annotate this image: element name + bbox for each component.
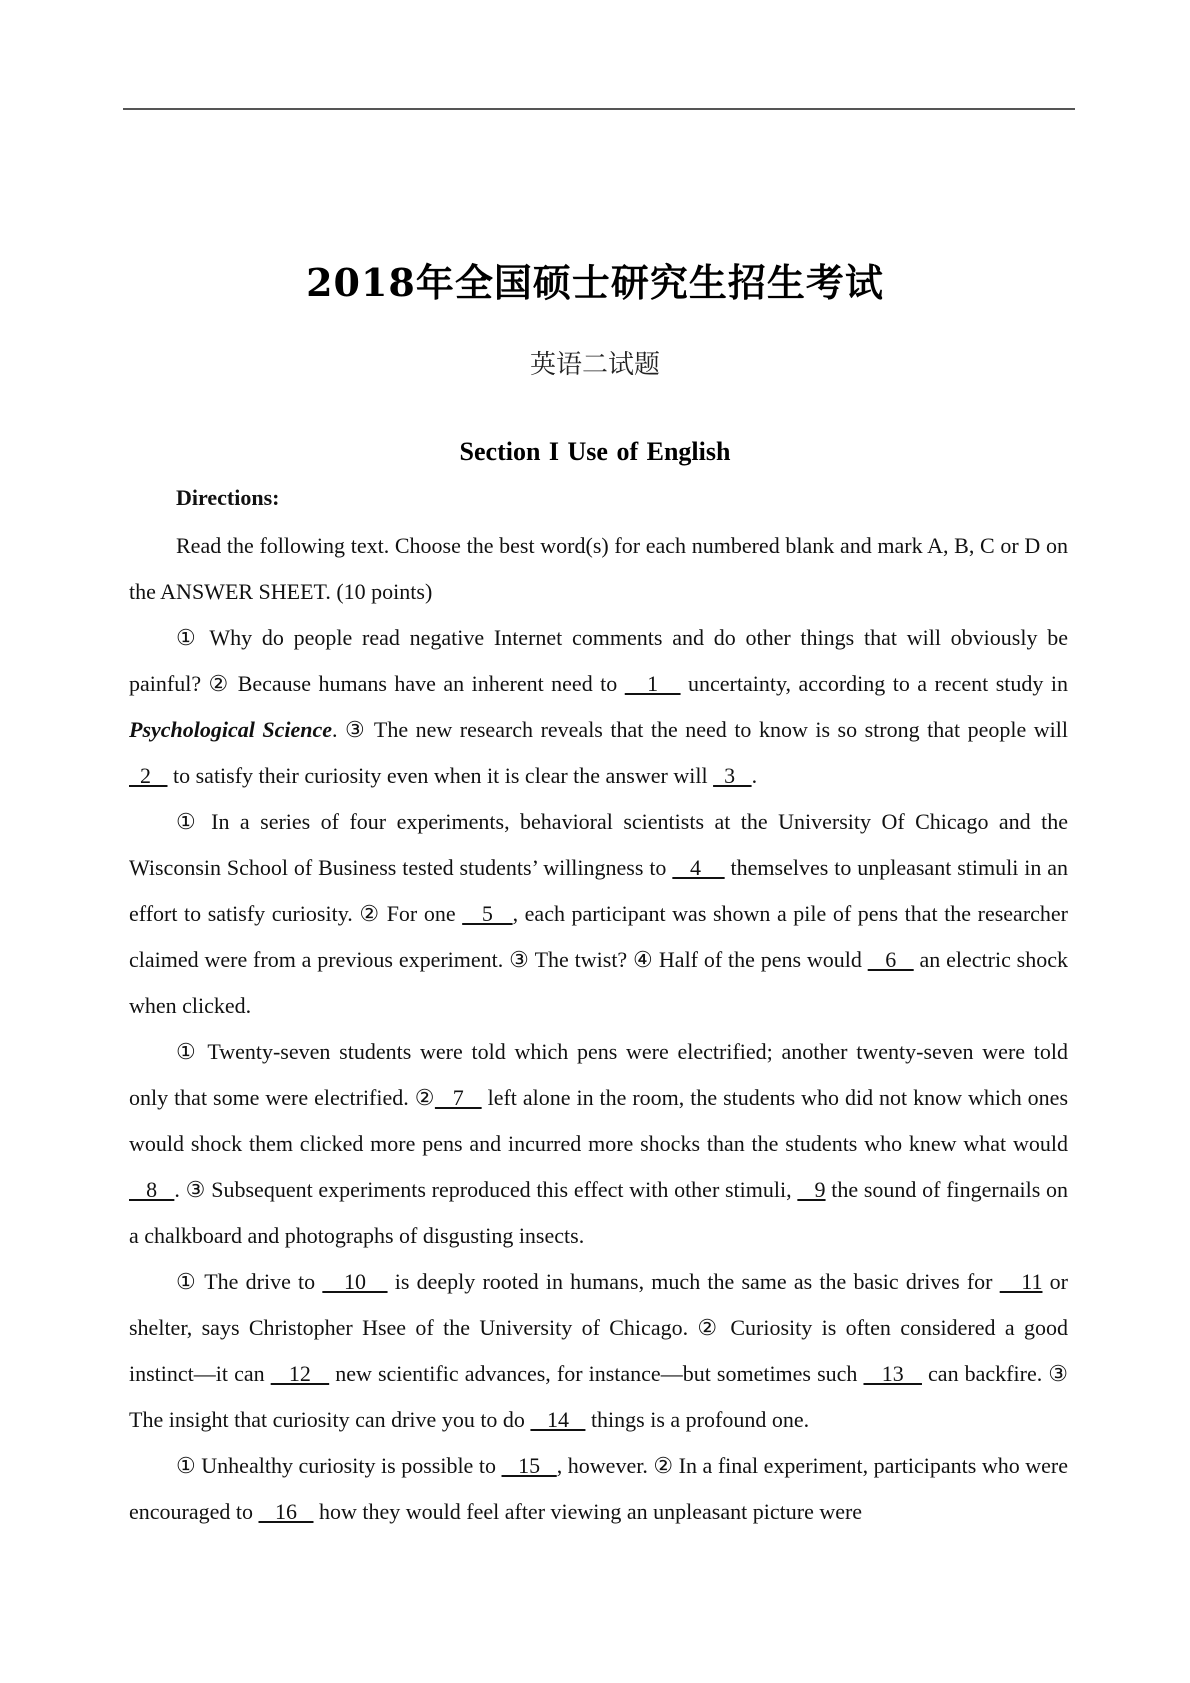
text: the sound of fingernails on a chalkboard and photographs of disgusting insects. <box>129 1177 1069 1248</box>
blank-14: 14 <box>530 1407 586 1432</box>
passage-body <box>129 523 1068 1535</box>
blank-7: 7 <box>434 1085 482 1110</box>
text: ① Twenty-seven students were told which pens were electrified; another twenty-seven were told only that some were electrified. ② <box>129 1039 1068 1110</box>
text: ① In a series of four experiments, behavioral scientists at the University Of Chicago and the Wisconsin School of Business tested students’ willingness to <box>129 809 1068 880</box>
text: can backfire. ③ The insight that curiosity can drive you to do <box>129 1361 1069 1432</box>
blank-12: 12 <box>270 1361 330 1386</box>
text: , each participant was shown a pile of pens that the researcher claimed were from a previous experiment. ③ The twist? ④ Half of the pens would <box>129 901 1069 972</box>
text: , however. ② In a final experiment, participants who were encouraged to <box>129 1453 1068 1524</box>
header-rule <box>123 108 1075 110</box>
text: ① The drive to <box>176 1269 323 1294</box>
text: is deeply rooted in humans, much the same as the basic drives for <box>387 1269 1000 1294</box>
blank-15: 15 <box>501 1453 557 1478</box>
text: . ③ The new research reveals that the need to know is so strong that people will <box>332 717 1069 742</box>
blank-3: 3 <box>713 763 752 788</box>
directions-label: Directions: <box>176 485 280 510</box>
paragraph-5 <box>129 1443 1068 1535</box>
text: ① Unhealthy curiosity is possible to <box>176 1453 502 1478</box>
text: or shelter, says Christopher Hsee of the University of Chicago. ② Curiosity is often considered a good instinct—it can <box>129 1269 1069 1386</box>
paragraph-2 <box>129 799 1068 1029</box>
text: ① Why do people read negative Internet comments and do other things that will obviously be painful? ② Because humans have an inherent need to <box>129 625 1068 696</box>
paragraph-4 <box>129 1259 1068 1443</box>
text: to satisfy their curiosity even when it is clear the answer will <box>167 763 714 788</box>
text: left alone in the room, the students who did not know which ones would shock them clicked more pens and incurred more shocks than the students who knew what would <box>129 1085 1069 1156</box>
section-heading: Section I Use of English <box>459 437 731 466</box>
text: an electric shock when clicked. <box>129 947 1069 1018</box>
text: . ③ Subsequent experiments reproduced this effect with other stimuli, <box>174 1177 798 1202</box>
blank-16: 16 <box>258 1499 314 1524</box>
exam-subtitle: 英语二试题 <box>529 350 660 380</box>
text: new scientific advances, for instance—but sometimes such <box>329 1361 864 1386</box>
blank-8: 8 <box>129 1177 175 1202</box>
blank-10: 10 <box>322 1269 388 1294</box>
exam-title: 2018年全国硕士研究生招生考试 <box>306 260 884 305</box>
text: themselves to unpleasant stimuli in an effort to satisfy curiosity. ② For one <box>129 855 1069 926</box>
blank-1: 1 <box>624 671 681 696</box>
blank-2: 2 <box>129 763 168 788</box>
text: uncertainty, according to a recent study in <box>680 671 1068 696</box>
text: . <box>751 763 758 788</box>
text: how they would feel after viewing an unpleasant picture were <box>313 1499 863 1524</box>
paragraph-1 <box>129 615 1068 799</box>
journal-name: Psychological Science <box>129 717 333 742</box>
blank-9: 9 <box>797 1177 826 1202</box>
text: things is a profound one. <box>585 1407 810 1432</box>
blank-5: 5 <box>462 901 513 926</box>
blank-13: 13 <box>863 1361 922 1386</box>
paragraph-3 <box>129 1029 1068 1259</box>
blank-4: 4 <box>672 855 725 880</box>
blank-6: 6 <box>867 947 914 972</box>
directions-text: Read the following text. Choose the best word(s) for each numbered blank and mark A, B, C or D on the ANSWER SHEET. (10 points) <box>129 533 1068 604</box>
blank-11: 11 <box>999 1269 1043 1294</box>
